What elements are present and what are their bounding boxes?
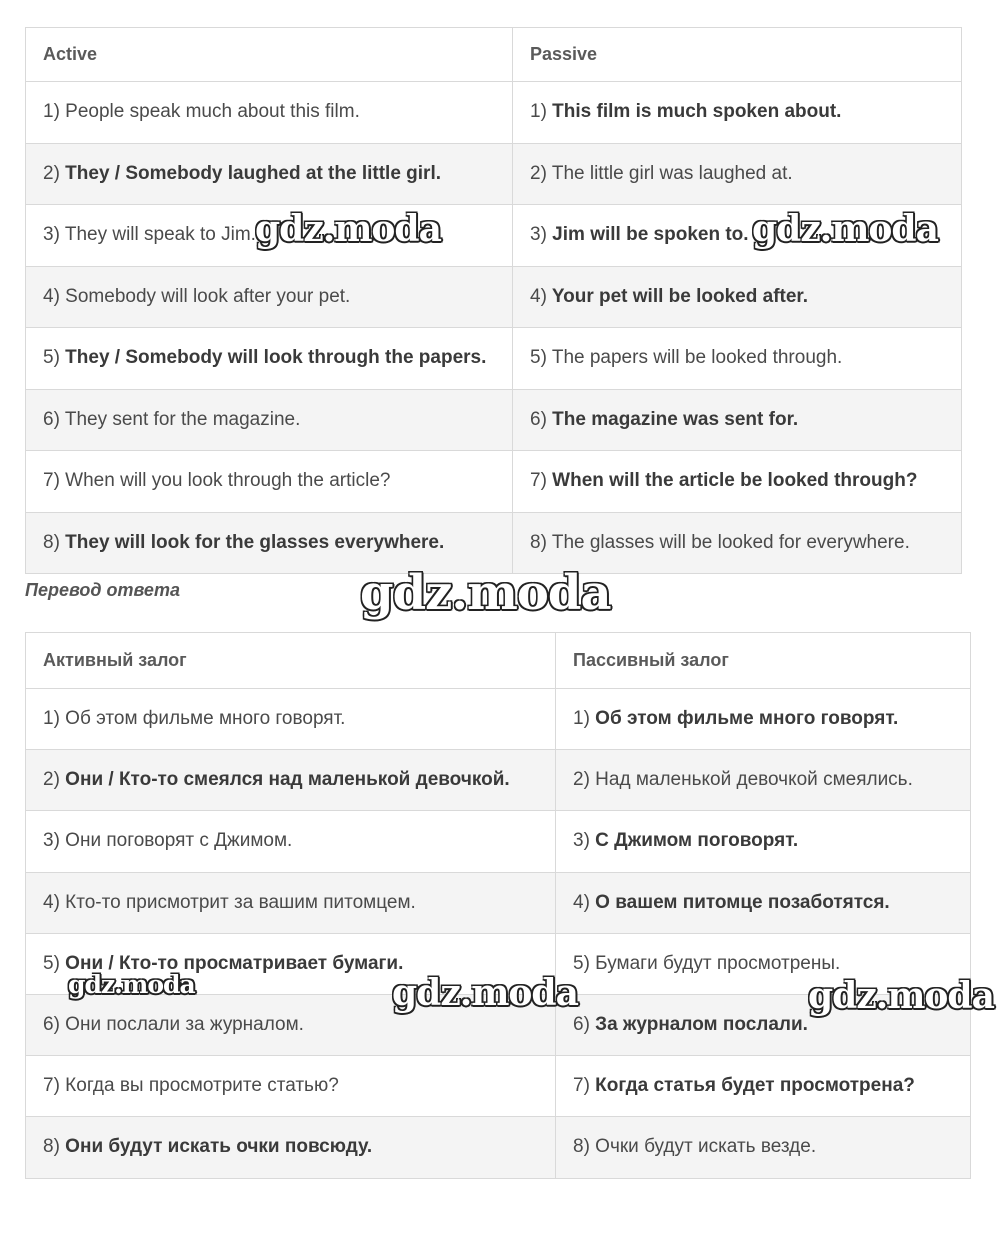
item-number: 5): [530, 347, 547, 369]
sentence-text: Jim will be spoken to.: [546, 224, 749, 246]
sentence-cell: [26, 143, 513, 205]
watermark-logo: gdz.moda: [255, 208, 441, 250]
sentence-text: Когда вы просмотрите статью?: [59, 1075, 339, 1097]
watermark-logo: gdz.moda: [68, 970, 195, 999]
sentence-cell: [513, 389, 962, 451]
table-row: [26, 1117, 971, 1178]
watermark-logo: gdz.moda: [360, 565, 611, 621]
sentence-text: С Джимом поговорят.: [589, 830, 799, 852]
sentence-cell: [556, 811, 971, 872]
sentence-cell: [556, 1117, 971, 1178]
sentence-text: За журналом послали.: [589, 1014, 808, 1036]
item-number: 4): [530, 285, 547, 307]
item-number: 7): [573, 1075, 590, 1097]
item-number: 1): [530, 101, 547, 123]
table-row: [26, 266, 962, 328]
sentence-text: The papers will be looked through.: [546, 347, 843, 369]
header-active: Активный залог: [26, 633, 556, 689]
item-number: 1): [573, 708, 590, 730]
item-number: 8): [43, 531, 60, 553]
translation-caption: Перевод ответа: [25, 580, 180, 600]
sentence-cell: [26, 750, 556, 811]
active-passive-table-ru: [25, 632, 971, 1179]
sentence-cell: [26, 328, 513, 390]
item-number: 4): [573, 891, 590, 913]
sentence-cell: [26, 82, 513, 144]
sentence-text: People speak much about this film.: [59, 101, 360, 123]
sentence-text: They will look for the glasses everywhere.: [59, 531, 445, 553]
sentence-cell: [26, 811, 556, 872]
sentence-text: Об этом фильме много говорят.: [59, 708, 346, 730]
sentence-cell: [26, 389, 513, 451]
item-number: 7): [530, 470, 547, 492]
item-number: 1): [43, 101, 60, 123]
sentence-text: Они / Кто-то просматривает бумаги.: [59, 952, 404, 974]
table-row: [26, 689, 971, 750]
table-header-row: [26, 28, 962, 82]
item-number: 3): [43, 224, 60, 246]
item-number: 5): [43, 952, 60, 974]
sentence-text: Когда статья будет просмотрена?: [589, 1075, 915, 1097]
sentence-cell: [513, 266, 962, 328]
table-header-row: [26, 633, 971, 689]
table-row: [26, 750, 971, 811]
sentence-text: They sent for the magazine.: [59, 408, 301, 430]
sentence-text: Они / Кто-то смеялся над маленькой девочкой.: [59, 769, 510, 791]
item-number: 4): [43, 891, 60, 913]
item-number: 3): [530, 224, 547, 246]
sentence-text: When will the article be looked through?: [546, 470, 918, 492]
watermark-logo: gdz.moda: [808, 975, 994, 1017]
sentence-cell: [556, 750, 971, 811]
sentence-text: Somebody will look after your pet.: [59, 285, 351, 307]
item-number: 7): [43, 1075, 60, 1097]
sentence-cell: [556, 689, 971, 750]
sentence-text: Кто-то присмотрит за вашим питомцем.: [59, 891, 416, 913]
sentence-text: They / Somebody will look through the papers.: [59, 347, 487, 369]
sentence-cell: [26, 266, 513, 328]
sentence-cell: [513, 143, 962, 205]
header-active: Active: [26, 28, 513, 82]
item-number: 3): [573, 830, 590, 852]
sentence-text: They / Somebody laughed at the little girl.: [59, 162, 442, 184]
sentence-cell: [26, 872, 556, 933]
table-ru-body: [26, 633, 971, 1179]
item-number: 5): [43, 347, 60, 369]
sentence-text: Очки будут искать везде.: [589, 1136, 817, 1158]
sentence-text: The magazine was sent for.: [546, 408, 799, 430]
table-row: [26, 872, 971, 933]
table-row: [26, 328, 962, 390]
item-number: 3): [43, 830, 60, 852]
table-en-body: [26, 28, 962, 574]
sentence-text: They will speak to Jim.: [59, 224, 256, 246]
watermark-logo: gdz.moda: [392, 972, 578, 1014]
sentence-text: Они будут искать очки повсюду.: [59, 1136, 373, 1158]
item-number: 5): [573, 952, 590, 974]
table-row: [26, 82, 962, 144]
sentence-cell: [26, 689, 556, 750]
item-number: 2): [530, 162, 547, 184]
sentence-text: О вашем питомце позаботятся.: [589, 891, 890, 913]
item-number: 6): [530, 408, 547, 430]
item-number: 2): [43, 162, 60, 184]
item-number: 8): [43, 1136, 60, 1158]
header-passive: Пассивный залог: [556, 633, 971, 689]
item-number: 4): [43, 285, 60, 307]
table-row: [26, 143, 962, 205]
sentence-text: Они поговорят с Джимом.: [59, 830, 293, 852]
sentence-text: Они послали за журналом.: [59, 1014, 304, 1036]
item-number: 6): [573, 1014, 590, 1036]
table-row: [26, 389, 962, 451]
sentence-text: Бумаги будут просмотрены.: [589, 952, 841, 974]
header-passive: Passive: [513, 28, 962, 82]
item-number: 8): [530, 531, 547, 553]
item-number: 6): [43, 408, 60, 430]
table-row: [26, 451, 962, 513]
sentence-text: When will you look through the article?: [59, 470, 391, 492]
table-row: [26, 811, 971, 872]
item-number: 2): [43, 769, 60, 791]
watermark-logo: gdz.moda: [752, 208, 938, 250]
sentence-cell: [556, 1056, 971, 1117]
table-row: [26, 1056, 971, 1117]
sentence-text: Your pet will be looked after.: [546, 285, 809, 307]
sentence-text: The little girl was laughed at.: [546, 162, 793, 184]
active-passive-table-en: [25, 27, 962, 574]
sentence-cell: [26, 1056, 556, 1117]
sentence-cell: [513, 451, 962, 513]
sentence-cell: [26, 1117, 556, 1178]
sentence-text: This film is much spoken about.: [546, 101, 842, 123]
sentence-cell: [556, 872, 971, 933]
item-number: 7): [43, 470, 60, 492]
sentence-text: The glasses will be looked for everywhere.: [546, 531, 910, 553]
sentence-text: Над маленькой девочкой смеялись.: [589, 769, 913, 791]
sentence-cell: [513, 82, 962, 144]
sentence-text: Об этом фильме много говорят.: [589, 708, 899, 730]
item-number: 2): [573, 769, 590, 791]
item-number: 1): [43, 708, 60, 730]
item-number: 8): [573, 1136, 590, 1158]
sentence-cell: [513, 328, 962, 390]
sentence-cell: [26, 451, 513, 513]
item-number: 6): [43, 1014, 60, 1036]
